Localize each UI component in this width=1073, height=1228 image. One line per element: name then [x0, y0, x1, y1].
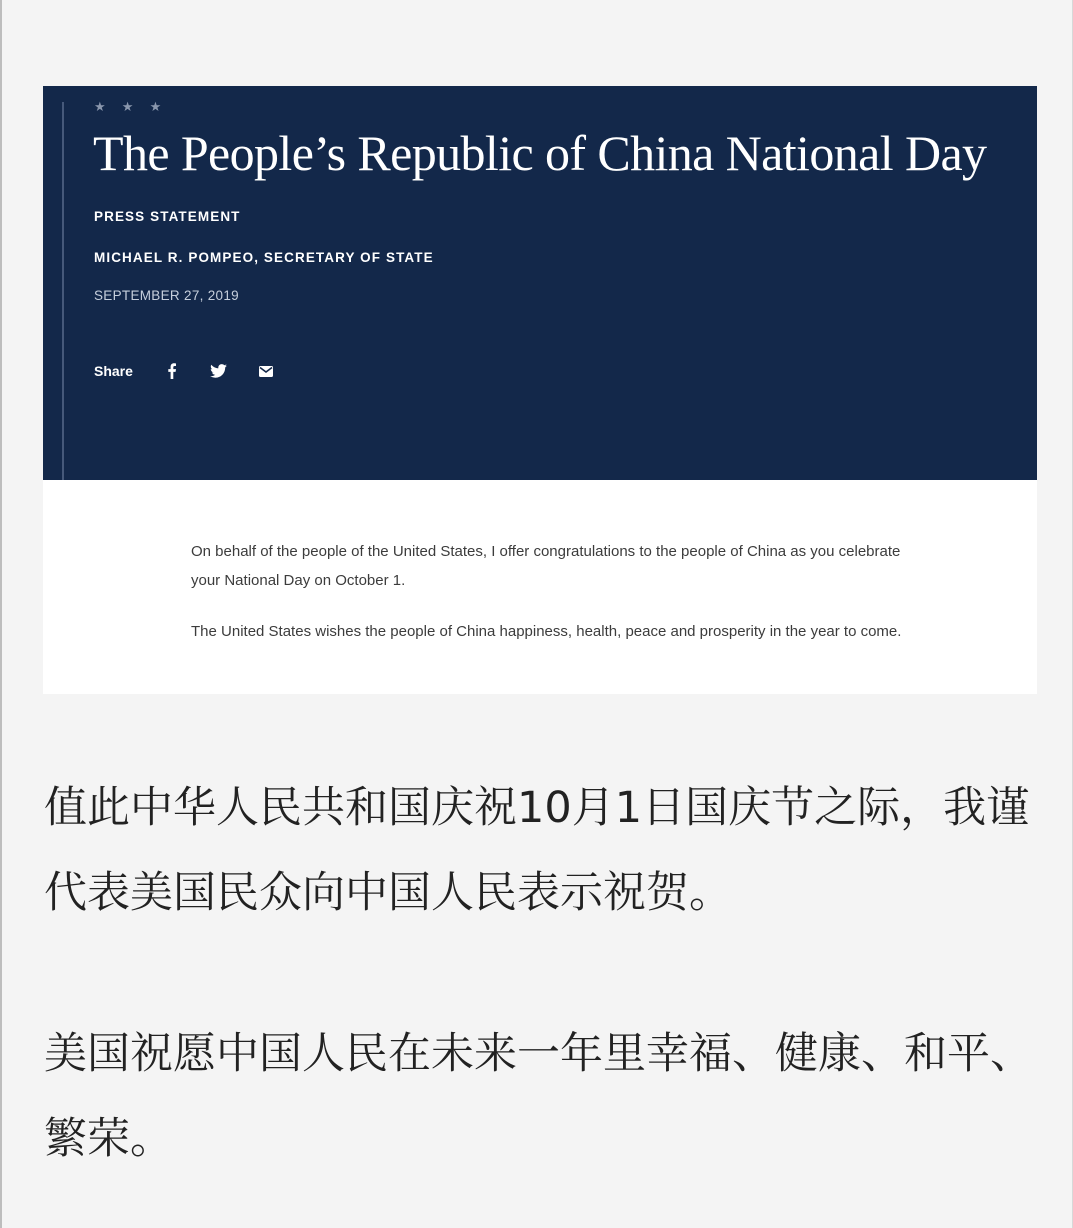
share-label: Share — [94, 363, 133, 379]
twitter-icon[interactable] — [210, 362, 228, 380]
statement-type-label: PRESS STATEMENT — [94, 209, 241, 224]
translation-paragraph-1: 值此中华人民共和国庆祝10月1日国庆节之际，我谨代表美国民众向中国人民表示祝贺。 — [44, 783, 1030, 918]
press-statement-screenshot — [43, 86, 1037, 694]
page-left-border — [0, 0, 2, 1228]
publish-date: SEPTEMBER 27, 2019 — [94, 288, 239, 303]
statement-header — [43, 86, 1037, 480]
statement-paragraph-2: The United States wishes the people of China happiness, health, peace and prosperity in the year to come. — [191, 623, 902, 640]
translation-paragraph-2: 美国祝愿中国人民在未来一年里幸福、健康、和平、繁荣。 — [44, 1029, 1033, 1164]
page-title: The People’s Republic of China National Day — [93, 125, 987, 181]
statement-paragraph-1: On behalf of the people of the United States, I offer congratulations to the people of China as you celebrate your National Day on October 1. — [191, 543, 901, 589]
facebook-icon[interactable] — [163, 362, 181, 380]
share-bar — [94, 361, 304, 381]
email-icon[interactable] — [257, 362, 275, 380]
stars-decoration: ★ ★ ★ — [94, 100, 168, 115]
header-vertical-rule — [62, 102, 64, 480]
author-label: MICHAEL R. POMPEO, SECRETARY OF STATE — [94, 250, 434, 265]
